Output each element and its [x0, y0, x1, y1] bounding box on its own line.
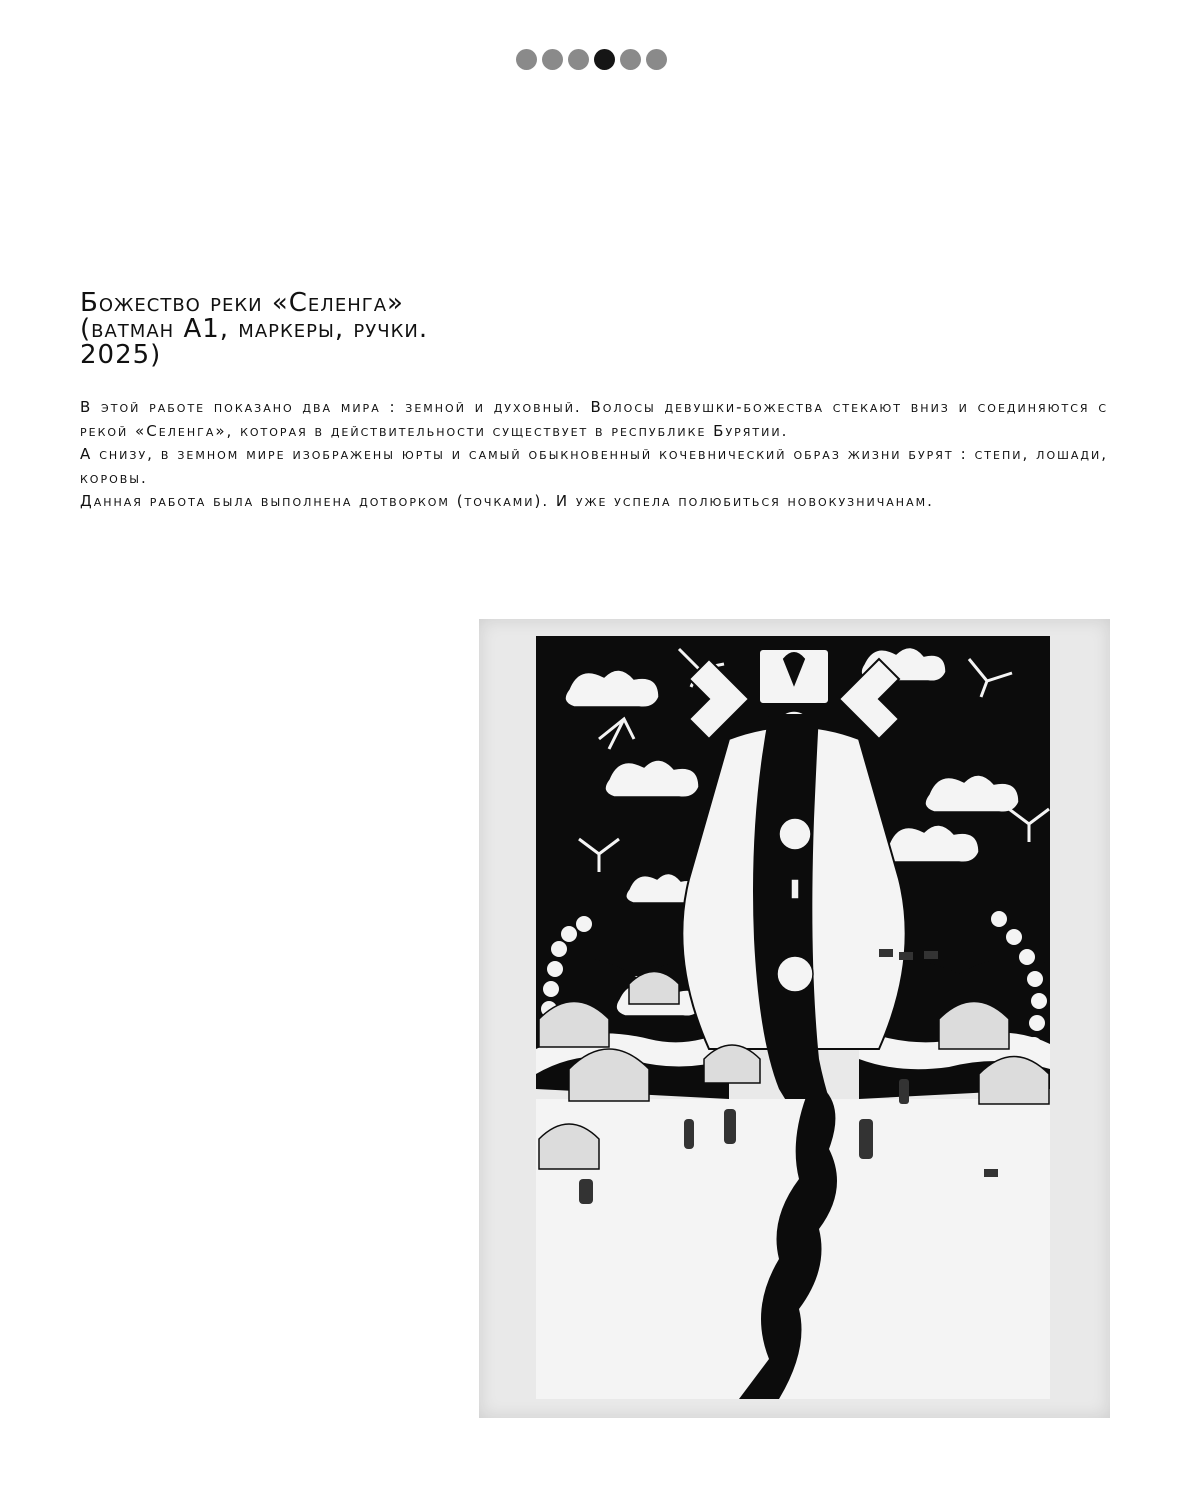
artwork-title-line: Божество реки «Селенга» [80, 288, 404, 318]
artwork-drawing [479, 619, 1110, 1418]
description-paragraph: А снизу, в земном мире изображены юрты и самый обыкновенный кочевнический образ жизни бурят : степи, лошади, коровы. [80, 445, 1108, 487]
pagination-dot[interactable] [646, 49, 667, 70]
artwork-title-line: (ватман А1, маркеры, ручки. [80, 314, 429, 344]
artwork-title [80, 290, 780, 368]
pagination-dot[interactable] [568, 49, 589, 70]
description-paragraph: Данная работа была выполнена дотворком (точками). И уже успела полюбиться новокузничанам. [80, 492, 934, 510]
carousel-pagination [516, 49, 667, 70]
description-paragraph: В этой работе показано два мира : земной и духовный. Волосы девушки-божества стекают вниз и соединяются с рекой «Селенга», которая в действительности существует в республике Бурятии. [80, 398, 1108, 440]
pagination-dot[interactable] [620, 49, 641, 70]
pagination-dot-active[interactable] [594, 49, 615, 70]
artwork-image [479, 619, 1110, 1418]
artwork-title-line: 2025) [80, 340, 162, 370]
pagination-dot[interactable] [516, 49, 537, 70]
artwork-description [80, 396, 1108, 514]
pagination-dot[interactable] [542, 49, 563, 70]
